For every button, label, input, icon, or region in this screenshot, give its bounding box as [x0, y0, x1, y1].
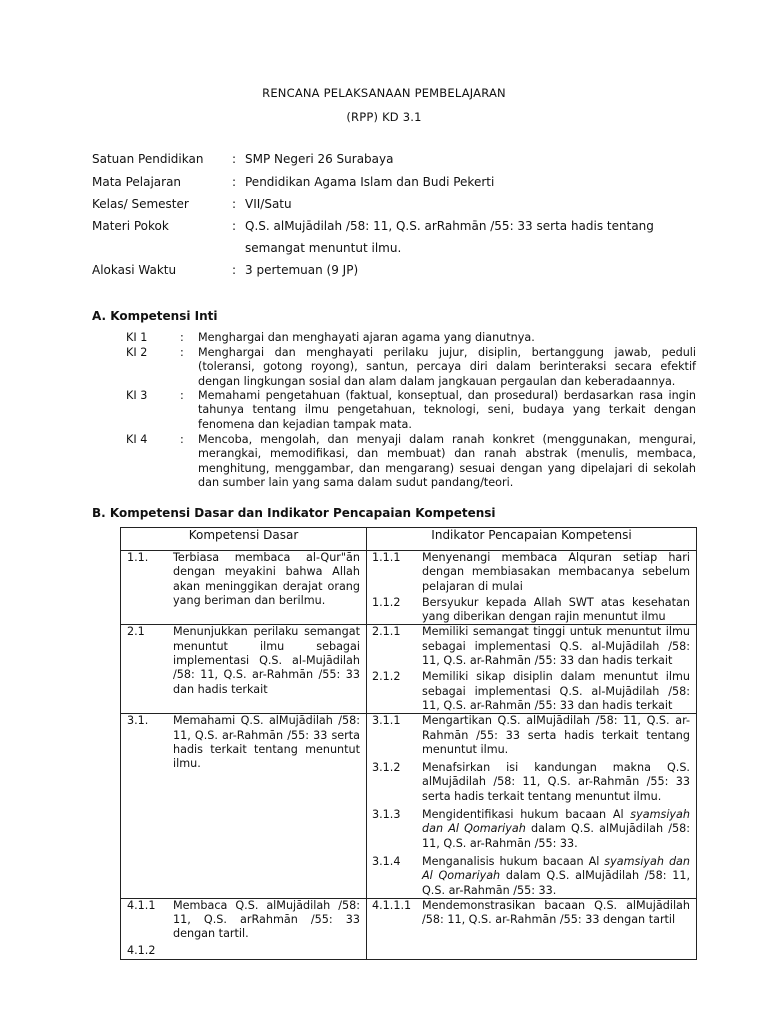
kd-text: Membaca Q.S. alMujādilah /58: 11, Q.S. arRahmān /55: 33 dengan tartil.	[173, 898, 360, 941]
doc-title: RENCANA PELAKSANAAN PEMBELAJARAN	[262, 86, 506, 100]
indicator-text: Menafsirkan isi kandungan makna Q.S. alMujādilah /58: 11, Q.S. ar-Rahmān /55: 33 serta hadis terkait tentang menuntut ilmu.	[422, 761, 690, 803]
kd-number: 2.1	[127, 625, 145, 639]
label-materi: Materi Pokok	[92, 219, 169, 233]
label-kelas: Kelas/ Semester	[92, 197, 189, 211]
colon: :	[232, 197, 237, 211]
indicator-text-post: dalam Q.S. alMujādilah /58: 11, Q.S. ar-Rahmān /55: 33.	[422, 869, 691, 897]
indicator-number: 1.1.1	[372, 551, 401, 564]
col-header-indikator: Indikator Pencapaian Kompetensi	[367, 528, 697, 551]
ki-text: Menghargai dan menghayati perilaku jujur, disiplin, bertanggung jawab, peduli (toleransi, gotong royong), santun, percaya diri dalam berinteraksi secara efektif dengan lingkungan sosial dan alam dalam jangkauan pergaulan dan keberadaannya.	[198, 346, 696, 388]
ki-label: KI 1	[126, 331, 148, 344]
kd-cell	[121, 551, 367, 625]
indicator-text-italic: syamsiyah dan Al Qomariyah	[422, 854, 691, 883]
colon: :	[232, 152, 237, 166]
indicator-text-pre: Mengidentifikasi hukum bacaan Al	[422, 808, 631, 822]
value-materi-cont: semangat menuntut ilmu.	[245, 241, 402, 255]
value-kelas: VII/Satu	[245, 197, 292, 211]
kd-number: 4.1.2	[127, 944, 156, 958]
kd-cell	[121, 625, 367, 714]
indicator-cell	[367, 551, 697, 625]
label-satuan: Satuan Pendidikan	[92, 152, 204, 166]
colon: :	[180, 346, 184, 359]
value-materi: Q.S. alMujādilah /58: 11, Q.S. arRahmān /55: 33 serta hadis tentang	[245, 219, 654, 233]
indicator-text-pre: Menganalisis hukum bacaan Al	[422, 854, 605, 868]
kd-number: 1.1.	[127, 551, 149, 564]
ki-label: KI 2	[126, 346, 148, 359]
ki-label: KI 4	[126, 433, 148, 446]
value-mapel: Pendidikan Agama Islam dan Budi Pekerti	[245, 175, 495, 189]
indicator-number: 3.1.3	[372, 808, 401, 822]
kd-number-group	[121, 899, 173, 959]
indicator-number: 4.1.1.1	[372, 898, 412, 912]
indicator-number: 2.1.2	[372, 670, 401, 684]
indicator-text: Menyenangi membaca Alquran setiap hari dengan membiasakan membacanya sebelum pelajaran di mulai	[422, 551, 690, 593]
ki-text: Mencoba, mengolah, dan menyaji dalam ranah konkret (menggunakan, mengurai, merangkai, memodifikasi, dan membuat) dan ranah abstrak (menulis, membaca, menghitung, menggambar, dan mengarang) sesuai dengan yang dipelajari di sekolah dan sumber lain yang sama dalam sudut pandang/teori.	[198, 433, 696, 490]
kd-table	[120, 527, 697, 960]
label-mapel: Mata Pelajaran	[92, 175, 182, 189]
colon: :	[180, 331, 184, 344]
colon: :	[232, 263, 237, 277]
colon: :	[232, 219, 237, 233]
table-row	[121, 551, 697, 625]
doc-subtitle: (RPP) KD 3.1	[346, 110, 422, 124]
indicator-number: 3.1.2	[372, 761, 401, 775]
section-b-title: B. Kompetensi Dasar dan Indikator Pencapaian Kompetensi	[92, 506, 496, 520]
value-alokasi: 3 pertemuan (9 JP)	[245, 263, 359, 277]
indicator-number: 1.1.2	[372, 595, 401, 609]
indicator-cell	[367, 625, 697, 714]
indicator-text-post: dalam Q.S. alMujādilah /58: 11, Q.S. ar-Rahmān /55: 33.	[422, 822, 690, 850]
table-row	[121, 625, 697, 714]
indicator-text: Mendemonstrasikan bacaan Q.S. alMujādilah /58: 11, Q.S. ar-Rahmān /55: 33 dengan tartil	[422, 898, 690, 927]
kd-text: Terbiasa membaca al-Qur"ān dengan meyakini bahwa Allah akan meninggikan derajat orang yang beriman dan berilmu.	[173, 551, 360, 607]
value-satuan: SMP Negeri 26 Surabaya	[245, 152, 394, 166]
indicator-number: 3.1.1	[372, 714, 401, 728]
section-a-title: A. Kompetensi Inti	[92, 309, 218, 323]
indicator-text: Mengartikan Q.S. alMujādilah /58: 11, Q.S. ar-Rahmān /55: 33 serta hadis terkait tentang menuntut ilmu.	[422, 714, 690, 756]
indicator-cell	[367, 898, 697, 959]
kd-cell	[121, 898, 367, 959]
label-alokasi: Alokasi Waktu	[92, 263, 177, 277]
indicator-text: Memiliki semangat tinggi untuk menuntut ilmu sebagai implementasi Q.S. al-Mujādilah /58: 11, Q.S. ar-Rahmān /55: 33 dan hadis terkait	[422, 625, 690, 668]
table-row	[121, 898, 697, 959]
kd-cell	[121, 714, 367, 899]
kd-text: Memahami Q.S. alMujādilah /58: 11, Q.S. ar-Rahmān /55: 33 serta hadis terkait tentang menuntut ilmu.	[173, 714, 360, 771]
indicator-number: 2.1.1	[372, 625, 401, 639]
ki-text: Menghargai dan menghayati ajaran agama yang dianutnya.	[198, 331, 535, 344]
col-header-kd: Kompetensi Dasar	[121, 528, 367, 551]
kd-number: 3.1.	[127, 714, 149, 728]
indicator-text	[422, 855, 696, 898]
kd-number: 4.1.1	[127, 898, 156, 912]
colon: :	[232, 175, 237, 189]
indicator-cell	[367, 714, 697, 899]
kd-text: Menunjukkan perilaku semangat menuntut ilmu sebagai implementasi Q.S. al-Mujādilah /58: 11, Q.S. ar-Rahmān /55: 33 dan hadis terkait	[173, 625, 360, 696]
ki-text: Memahami pengetahuan (faktual, konseptual, dan prosedural) berdasarkan rasa ingin tahunya tentang ilmu pengetahuan, teknologi, seni, budaya yang terkait dengan fenomena dan kejadian tampak mata.	[198, 389, 696, 431]
table-header-row	[121, 528, 697, 551]
colon: :	[180, 433, 184, 446]
colon: :	[180, 389, 184, 402]
indicator-text	[422, 808, 696, 851]
indicator-number: 3.1.4	[372, 854, 401, 868]
indicator-text: Bersyukur kepada Allah SWT atas kesehatan yang diberikan dengan rajin menuntut ilmu	[422, 595, 690, 624]
ki-label: KI 3	[126, 389, 148, 402]
table-row	[121, 714, 697, 899]
indicator-text-italic: syamsiyah dan Al Qomariyah	[422, 808, 690, 836]
indicator-text: Memiliki sikap disiplin dalam menuntut ilmu sebagai implementasi Q.S. al-Mujādilah /58: 11, Q.S. ar-Rahmān /55: 33 dan hadis terkait	[422, 670, 690, 712]
